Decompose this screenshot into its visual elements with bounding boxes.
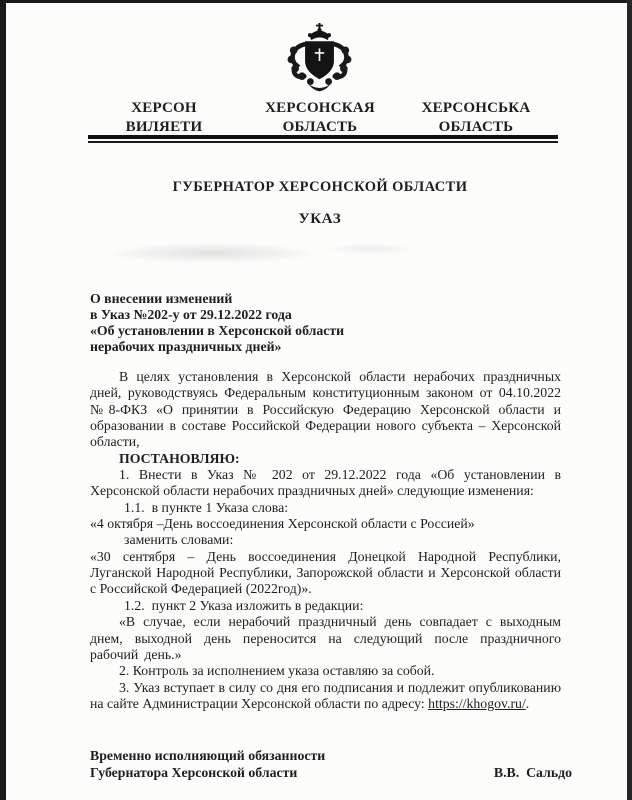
clause-3-period: .: [525, 695, 530, 711]
subject-line: О внесении изменений: [90, 291, 233, 306]
clause-edition: «В случае, если нерабочий праздничный день совпадает с выходным днем, выходной день переносится на следующий после праздничного рабочий день.»: [90, 614, 561, 662]
masthead-center-line1: ХЕРСОНСКАЯ: [265, 100, 375, 116]
issuing-authority-title: ГУБЕРНАТОР ХЕРСОНСКОЙ ОБЛАСТИ: [172, 179, 468, 195]
khogov-site-link[interactable]: https://khogov.ru/: [428, 695, 526, 711]
masthead-left-line2: ВИЛЯЕТИ: [125, 119, 203, 135]
clause-1: 1. Внести в Указ № 202 от 29.12.2022 года «Об установлении в Херсонской области нерабочих праздничных дней» следующие изменения:: [90, 467, 561, 499]
clause-replace-with: заменить словами:: [124, 532, 234, 548]
decree-body: [90, 369, 561, 712]
signer-position-line2: Губернатора Херсонской области: [90, 764, 298, 780]
resolve-word: ПОСТАНОВЛЯЮ:: [119, 450, 240, 466]
scan-edge-left: [0, 0, 6, 800]
document-type-title: УКАЗ: [298, 211, 342, 227]
clause-3: [90, 680, 561, 713]
masthead-right: [398, 99, 554, 137]
clause-1-2: 1.2. пункт 2 Указа изложить в редакции:: [124, 597, 364, 613]
signer-position-line1: Временно исполняющий обязанности: [90, 748, 326, 763]
signature-block: [90, 748, 572, 781]
clause-old-words: «4 октября –День воссоединения Херсонской области с Россией»: [90, 516, 475, 532]
masthead-right-line2: ОБЛАСТЬ: [438, 119, 514, 135]
subject-line: нерабочих праздничных дней»: [90, 339, 282, 355]
signer-name: В.В. Сальдо: [493, 764, 572, 780]
clause-1-1: 1.1. в пункте 1 Указа слова:: [124, 499, 289, 515]
scan-edge-top: [0, 0, 632, 3]
clause-new-words: «30 сентября – День воссоединения Донецкой Народной Республики, Луганской Народной Республики, Запорожской области и Херсонской области с Российской Федерацией (2022год)».: [90, 548, 561, 597]
masthead-center-line2: ОБЛАСТЬ: [282, 119, 358, 135]
masthead-center: [242, 99, 398, 137]
masthead: [86, 99, 554, 137]
preamble-paragraph: В целях установления в Херсонской области нерабочих праздничных дней, руководствуясь Федеральным конституционным законом от 04.10.2022 №8-ФКЗ «О принятии в Российскую Федерацию Херсонской области и образовании в составе Российской Федерации нового субъекта – Херсонской области,: [90, 369, 561, 450]
signer-position: [90, 748, 325, 781]
scan-smudge: [305, 241, 435, 257]
clause-3-text: 3. Указ вступает в силу со дня его подписания и подлежит опубликованию на сайте Администрации Херсонской области по адресу:: [90, 679, 561, 711]
decree-subject: [90, 291, 560, 355]
subject-line: в Указ №202-у от 29.12.2022 года: [90, 307, 292, 323]
clause-2: 2. Контроль за исполнением указа оставляю за собой.: [119, 663, 435, 679]
masthead-left-line1: ХЕРСОН: [131, 100, 197, 116]
scan-edge-right: [627, 0, 632, 800]
subject-line: «Об установлении в Херсонской области: [90, 323, 345, 339]
kherson-oblast-coat-of-arms-icon: [281, 23, 358, 99]
masthead-right-line1: ХЕРСОНСЬКА: [421, 100, 531, 116]
header-divider: [88, 135, 558, 143]
masthead-left: [86, 99, 242, 137]
